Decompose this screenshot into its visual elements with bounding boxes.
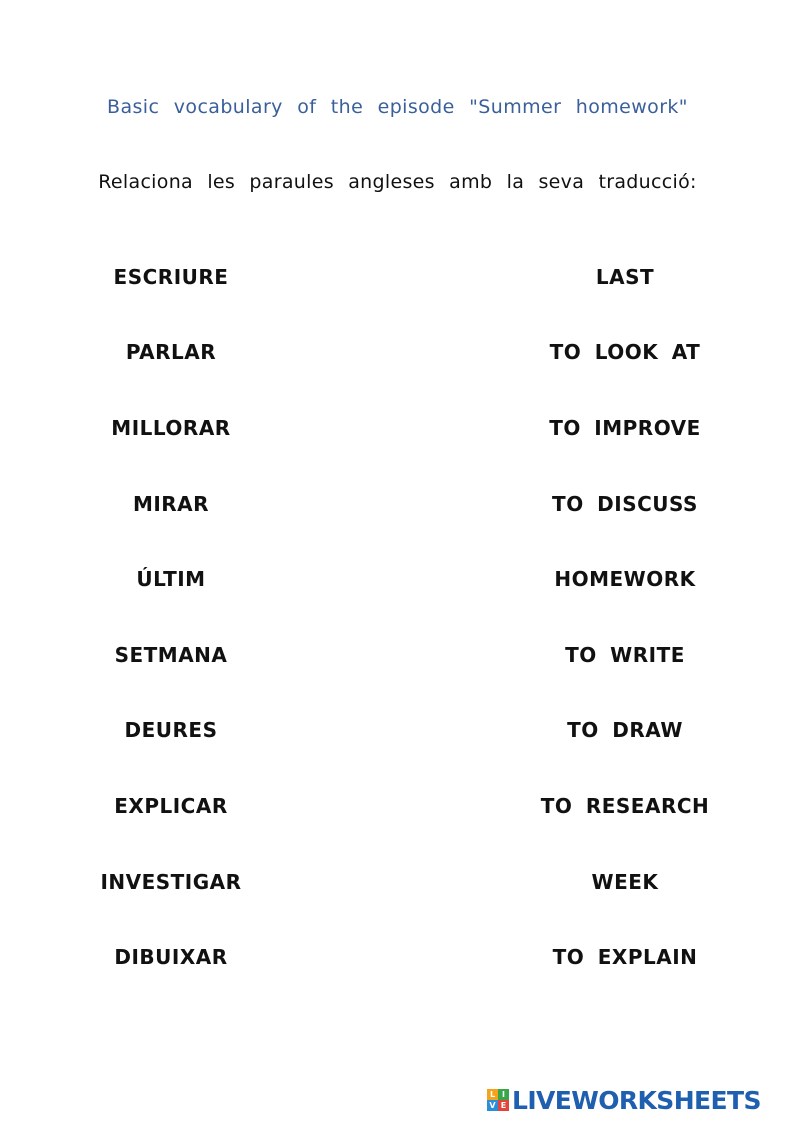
left-word[interactable]: MIRAR: [132, 492, 210, 516]
brand-name: LIVEWORKSHEETS: [512, 1085, 761, 1115]
left-word[interactable]: DIBUIXAR: [114, 945, 228, 969]
left-word[interactable]: INVESTIGAR: [100, 870, 242, 894]
instruction-text: Relaciona les paraules angleses amb la seva traducció:: [98, 171, 697, 193]
left-word[interactable]: DEURES: [124, 718, 218, 742]
right-word[interactable]: TO WRITE: [565, 643, 685, 667]
right-word[interactable]: TO DISCUSS: [552, 492, 698, 516]
right-word[interactable]: TO LOOK AT: [549, 340, 701, 364]
left-word[interactable]: SETMANA: [114, 643, 228, 667]
logo-letter: E: [498, 1100, 509, 1111]
right-word[interactable]: TO EXPLAIN: [552, 945, 698, 969]
left-word[interactable]: ESCRIURE: [113, 265, 229, 289]
right-word[interactable]: HOMEWORK: [554, 567, 696, 591]
right-word[interactable]: LAST: [595, 265, 655, 289]
right-word[interactable]: TO IMPROVE: [549, 416, 701, 440]
logo-letter: L: [487, 1089, 498, 1100]
left-word[interactable]: MILLORAR: [111, 416, 231, 440]
left-word[interactable]: PARLAR: [125, 340, 217, 364]
logo-letter: I: [498, 1089, 509, 1100]
right-word[interactable]: TO DRAW: [567, 718, 683, 742]
logo-letter: V: [487, 1100, 498, 1111]
right-word[interactable]: WEEK: [591, 870, 659, 894]
page-title: Basic vocabulary of the episode "Summer homework": [107, 96, 688, 118]
liveworksheets-logo-icon: [487, 1089, 509, 1111]
left-word[interactable]: ÚLTIM: [136, 567, 206, 591]
liveworksheets-brand: [487, 1084, 761, 1116]
right-word[interactable]: TO RESEARCH: [540, 794, 710, 818]
left-word[interactable]: EXPLICAR: [114, 794, 228, 818]
